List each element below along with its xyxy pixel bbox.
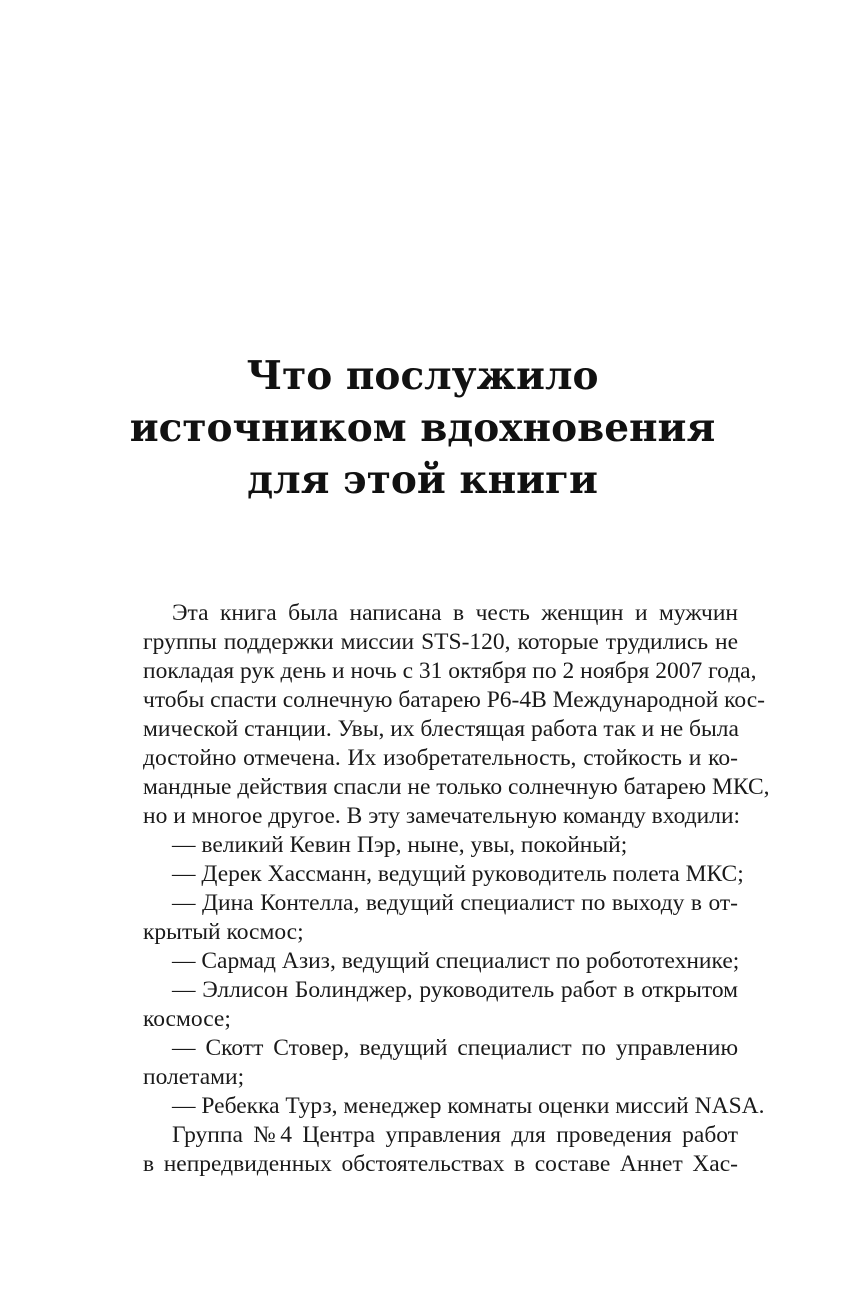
chapter-title-line-3: для этой книги (247, 457, 598, 503)
list-item: — Ребекка Турз, менеджер комнаты оценки миссий NASA. (172, 1093, 765, 1119)
body-line: мандные действия спасли не только солнечную батарею МКС, (143, 774, 770, 800)
body-line: достойно отмечена. Их изобретательность, стойкость и ко- (143, 745, 738, 771)
list-item-continuation: космосе; (143, 1006, 231, 1032)
list-item-continuation: полетами; (143, 1064, 245, 1090)
body-line: Эта книга была написана в честь женщин и мужчин (172, 600, 738, 626)
list-item: — Дерек Хассманн, ведущий руководитель полета МКС; (172, 861, 744, 887)
list-item: — великий Кевин Пэр, ныне, увы, покойный; (172, 832, 628, 858)
body-line: мической станции. Увы, их блестящая работа так и не была (143, 716, 739, 742)
body-line: в непредвиденных обстоятельствах в составе Аннет Хас- (143, 1151, 738, 1177)
chapter-title-line-2: источником вдохновения (129, 405, 716, 451)
body-line: Группа №4 Центра управления для проведения работ (172, 1122, 738, 1148)
list-item: — Скотт Стовер, ведущий специалист по управлению (172, 1035, 738, 1061)
body-line: группы поддержки миссии STS-120, которые трудились не (143, 629, 738, 655)
list-item: — Дина Контелла, ведущий специалист по выходу в от- (172, 890, 738, 916)
body-line: покладая рук день и ночь с 31 октября по 2 ноября 2007 года, (143, 658, 757, 684)
list-item: — Эллисон Болинджер, руководитель работ в открытом (172, 977, 738, 1003)
list-item-continuation: крытый космос; (143, 919, 304, 945)
body-line: чтобы спасти солнечную батарею P6-4B Международной кос- (143, 687, 765, 713)
list-item: — Сармад Азиз, ведущий специалист по робототехнике; (172, 948, 740, 974)
body-line: но и многое другое. В эту замечательную команду входили: (143, 803, 741, 829)
chapter-title-line-1: Что послужило (246, 353, 599, 399)
